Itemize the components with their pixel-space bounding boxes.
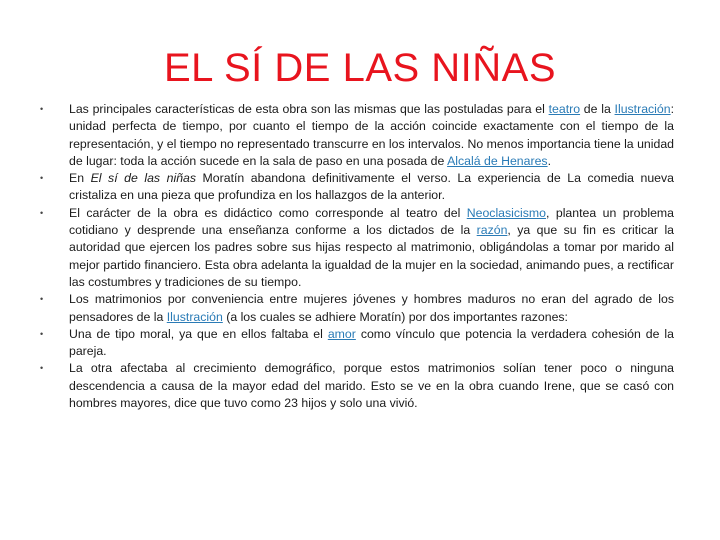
bullet-item-demographic xyxy=(40,360,674,412)
bullet-item-marriages xyxy=(40,291,674,326)
bullet-text: El carácter de la obra es didáctico como corresponde al teatro del xyxy=(69,205,467,220)
bullet-text: En xyxy=(69,171,91,186)
bullet-text: Una de tipo moral, ya que en ellos faltaba el xyxy=(69,326,328,341)
bullet-text: como vínculo que potencia la verdadera cohesión de la pareja. xyxy=(69,326,674,359)
bullet-text: La otra afectaba al crecimiento demográfico, porque estos matrimonios solían tener poco o ninguna descendencia a causa de la mayor edad del marido. Esto se ve en la obra cuando Irene, que se casó con hombres mayores, dice que tuvo como 23 hijos y solo una vivió. xyxy=(69,361,674,411)
bullet-icon: • xyxy=(40,173,44,184)
link-razon[interactable]: razón xyxy=(476,223,508,238)
bullet-icon: • xyxy=(40,104,44,114)
bullet-text: : unidad perfecta de tiempo, por cuanto el tiempo de la acción coincide exactamente con el tiempo de la representación, y el tiempo no representado transcurre en los intervalos. No menos importancia tiene la unidad de lugar: toda la acción sucede en la sala de paso en una posada de xyxy=(69,102,675,168)
bullet-text: Los matrimonios por conveniencia entre mujeres jóvenes y hombres maduros no eran del agrado de los pensadores de la xyxy=(69,292,674,324)
bullet-icon: • xyxy=(40,294,44,305)
bullet-item-didactic xyxy=(40,205,674,291)
bullet-icon: • xyxy=(40,363,44,374)
bullet-item-moral xyxy=(40,326,674,361)
slide-title: EL SÍ DE LAS NIÑAS xyxy=(163,46,557,90)
link-alcala-de-henares[interactable]: Alcalá de Henares xyxy=(447,153,548,168)
link-neoclasicismo[interactable]: Neoclasicismo xyxy=(466,205,547,220)
bullet-text: (a los cuales se adhiere Moratín) por dos importantes razones: xyxy=(222,309,568,324)
bullet-icon: • xyxy=(40,207,44,218)
work-title-italic: El sí de las niñas xyxy=(90,171,197,186)
bullet-list xyxy=(40,101,674,412)
bullet-text: Las principales características de esta obra son las mismas que las postuladas para el xyxy=(69,102,549,116)
link-ilustracion[interactable]: Ilustración xyxy=(614,102,671,116)
bullet-text: . xyxy=(547,153,551,168)
bullet-text: , ya que su fin es criticar la autoridad que ejercen los padres sobre sus hijas respecto al matrimonio, obligándolas a tomar por marido al mejor partido financiero. Esta obra adelanta la igualdad de la mujer en la sociedad, animando pues, a rectificar las costumbres y tradiciones de su tiempo. xyxy=(69,223,675,289)
link-amor[interactable]: amor xyxy=(327,326,356,341)
bullet-text: Moratín abandona definitivamente el verso. La experiencia de La comedia nueva cristaliza en una pieza que profundiza en los hallazgos de la anterior. xyxy=(69,171,674,203)
bullet-item-unities xyxy=(40,101,674,170)
link-ilustracion-2[interactable]: Ilustración xyxy=(166,309,223,324)
link-teatro[interactable]: teatro xyxy=(548,102,581,116)
bullet-text: , plantea un problema cotidiano y desprende una enseñanza conforme a los dictados de la xyxy=(69,205,675,238)
bullet-text: de la xyxy=(580,102,615,116)
bullet-icon: • xyxy=(40,328,44,339)
bullet-item-prose xyxy=(40,170,674,205)
